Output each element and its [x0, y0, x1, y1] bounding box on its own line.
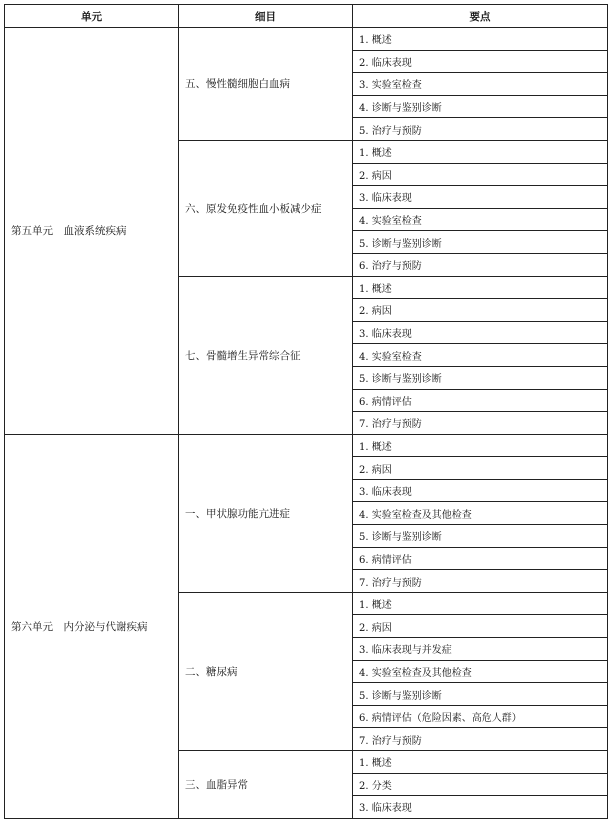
header-unit: 单元 — [5, 5, 179, 28]
point-cell: 2. 病因 — [353, 457, 608, 480]
table-body — [5, 28, 608, 819]
point-cell: 3. 临床表现 — [353, 321, 608, 344]
point-cell: 6. 病情评估 — [353, 547, 608, 570]
point-cell: 4. 实验室检查及其他检查 — [353, 502, 608, 525]
point-cell: 4. 诊断与鉴别诊断 — [353, 95, 608, 118]
point-cell: 3. 临床表现 — [353, 479, 608, 502]
point-cell: 5. 治疗与预防 — [353, 118, 608, 141]
item-cell: 一、甲状腺功能亢进症 — [179, 434, 353, 592]
point-cell: 5. 诊断与鉴别诊断 — [353, 683, 608, 706]
point-cell: 4. 实验室检查 — [353, 344, 608, 367]
point-cell: 4. 实验室检查及其他检查 — [353, 660, 608, 683]
point-cell: 6. 病情评估（危险因素、高危人群） — [353, 705, 608, 728]
point-cell: 3. 临床表现 — [353, 186, 608, 209]
point-cell: 5. 诊断与鉴别诊断 — [353, 366, 608, 389]
point-cell: 1. 概述 — [353, 751, 608, 774]
point-cell: 7. 治疗与预防 — [353, 570, 608, 593]
point-cell: 3. 临床表现 — [353, 796, 608, 819]
point-cell: 1. 概述 — [353, 434, 608, 457]
point-cell: 3. 临床表现与并发症 — [353, 638, 608, 661]
item-cell: 二、糖尿病 — [179, 592, 353, 750]
point-cell: 5. 诊断与鉴别诊断 — [353, 231, 608, 254]
header-point: 要点 — [353, 5, 608, 28]
unit-cell: 第五单元 血液系统疾病 — [5, 28, 179, 435]
point-cell: 1. 概述 — [353, 592, 608, 615]
header-row — [5, 5, 608, 28]
table-row — [5, 28, 608, 51]
point-cell: 6. 病情评估 — [353, 389, 608, 412]
table-row — [5, 434, 608, 457]
point-cell: 2. 分类 — [353, 773, 608, 796]
point-cell: 2. 病因 — [353, 163, 608, 186]
item-cell: 七、骨髓增生异常综合征 — [179, 276, 353, 434]
unit-cell: 第六单元 内分泌与代谢疾病 — [5, 434, 179, 818]
syllabus-table — [4, 4, 608, 819]
point-cell: 7. 治疗与预防 — [353, 728, 608, 751]
point-cell: 7. 治疗与预防 — [353, 412, 608, 435]
point-cell: 2. 病因 — [353, 615, 608, 638]
point-cell: 2. 病因 — [353, 299, 608, 322]
item-cell: 五、慢性髓细胞白血病 — [179, 28, 353, 141]
point-cell: 2. 临床表现 — [353, 50, 608, 73]
item-cell: 六、原发免疫性血小板减少症 — [179, 140, 353, 276]
point-cell: 5. 诊断与鉴别诊断 — [353, 525, 608, 548]
point-cell: 1. 概述 — [353, 276, 608, 299]
header-item: 细目 — [179, 5, 353, 28]
point-cell: 1. 概述 — [353, 28, 608, 51]
point-cell: 1. 概述 — [353, 140, 608, 163]
item-cell: 三、血脂异常 — [179, 751, 353, 819]
point-cell: 6. 治疗与预防 — [353, 253, 608, 276]
point-cell: 4. 实验室检查 — [353, 208, 608, 231]
point-cell: 3. 实验室检查 — [353, 73, 608, 96]
